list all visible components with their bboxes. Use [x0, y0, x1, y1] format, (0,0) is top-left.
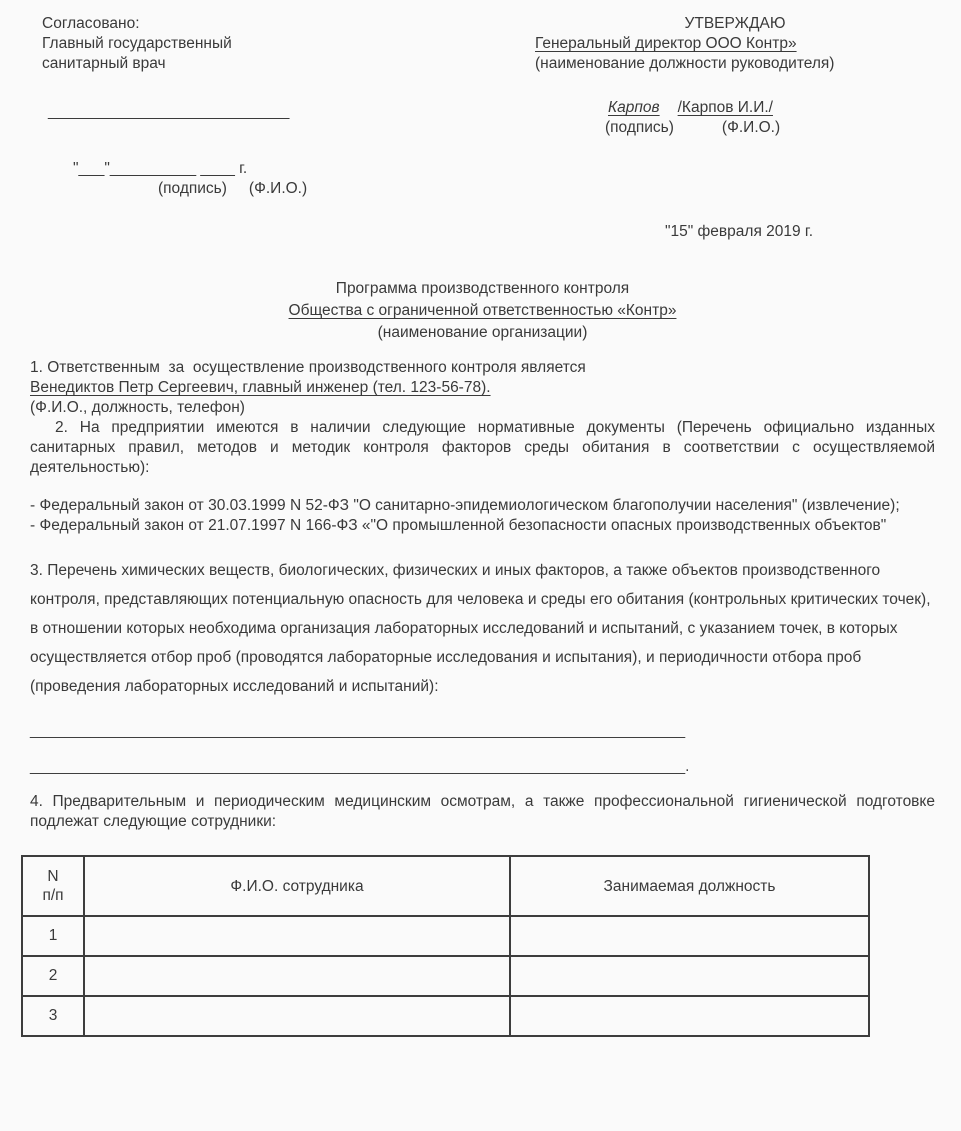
agreed-signature-blank: ____________________________: [48, 103, 290, 120]
header-cell-position: Занимаемая должность: [510, 856, 869, 916]
table-row: [22, 996, 869, 1036]
table-row: [22, 916, 869, 956]
row-position-cell: [510, 916, 869, 956]
row-fio-cell: [84, 956, 510, 996]
director-caption: (наименование должности руководителя): [535, 55, 835, 72]
row-fio-cell: [84, 916, 510, 956]
approval-date: "15" февраля 2019 г.: [665, 223, 813, 240]
law-item-1: - Федеральный закон от 30.03.1999 N 52-ФЗ "О санитарно-эпидемиологическом благополучии населения" (извлечение);: [30, 497, 900, 514]
signature-handwritten: Карпов: [608, 99, 660, 116]
section-1-intro: 1. Ответственным за осуществление производственного контроля является: [30, 359, 586, 376]
director-signature-captions: [605, 118, 935, 138]
section-2-paragraph: 2. На предприятии имеются в наличии следующие нормативные документы (Перечень официально изданных санитарных правил, методов и методик контроля факторов среды обитания в соответствии с осуществляемой деятельностью):: [30, 419, 935, 476]
header-cell-number: [22, 856, 84, 916]
header-cell-fio: Ф.И.О. сотрудника: [84, 856, 510, 916]
caption-fio: (Ф.И.О.): [721, 119, 781, 136]
row-number-cell: 2: [22, 956, 84, 996]
header-number-line2: п/п: [42, 887, 64, 904]
organization-caption: (наименование организации): [377, 324, 588, 341]
section-3-paragraph: 3. Перечень химических веществ, биологических, физических и иных факторов, а также объектов производственного контроля, представляющих потенциальную опасность для человека и среды его обитания (контрольных критических точек), в отношении которых необходима организация лабораторных исследований и испытаний, с указанием точек, в которых осуществляется отбор проб (проводятся лабораторные исследования и испытания), и периодичности отбора проб (проведения лабораторных исследований и испытаний):: [30, 562, 931, 695]
table-row: [22, 956, 869, 996]
fill-in-line-1: ____________________________________________________________________________: [30, 722, 686, 739]
approve-block: [535, 14, 935, 256]
approver-title-line2: санитарный врач: [42, 55, 166, 72]
employees-table: [21, 855, 870, 1037]
row-position-cell: [510, 996, 869, 1036]
agreed-signature-captions: [158, 179, 535, 199]
agreed-block: [30, 14, 535, 256]
approve-label: УТВЕРЖДАЮ: [684, 15, 786, 32]
agreed-date-blank: "___"__________ ____ г.: [73, 160, 248, 177]
row-number-cell: 1: [22, 916, 84, 956]
row-position-cell: [510, 956, 869, 996]
director-title: Генеральный директор ООО Контр»: [535, 35, 797, 52]
caption-signature: (подпись): [605, 119, 674, 136]
caption-signature: (подпись): [158, 180, 227, 197]
approver-title-line1: Главный государственный: [42, 35, 232, 52]
header-number-line1: N: [47, 868, 59, 885]
approval-header: [30, 14, 935, 256]
row-number-cell: 3: [22, 996, 84, 1036]
normative-documents-list: [30, 496, 935, 536]
director-signature-row: [602, 98, 935, 118]
section-4-paragraph: 4. Предварительным и периодическим медицинским осмотрам, а также профессиональной гигиенической подготовке подлежат следующие сотрудники:: [30, 793, 935, 830]
agreed-label: Согласовано:: [42, 15, 140, 32]
responsible-person-caption: (Ф.И.О., должность, телефон): [30, 399, 245, 416]
responsible-person-line: Венедиктов Петр Сергеевич, главный инженер (тел. 123-56-78).: [30, 379, 491, 396]
document-title-block: [30, 278, 935, 344]
signature-fio: /Карпов И.И./: [677, 99, 773, 116]
table-header-row: [22, 856, 869, 916]
caption-fio: (Ф.И.О.): [248, 180, 308, 197]
law-item-2: - Федеральный закон от 21.07.1997 N 166-ФЗ «"О промышленной безопасности опасных производственных объектов": [30, 517, 887, 534]
document-title-line1: Программа производственного контроля: [335, 280, 630, 297]
fill-in-line-2: ____________________________________________________________________________.: [30, 758, 690, 775]
row-fio-cell: [84, 996, 510, 1036]
organization-name: Общества с ограниченной ответственностью «Контр»: [288, 302, 677, 319]
